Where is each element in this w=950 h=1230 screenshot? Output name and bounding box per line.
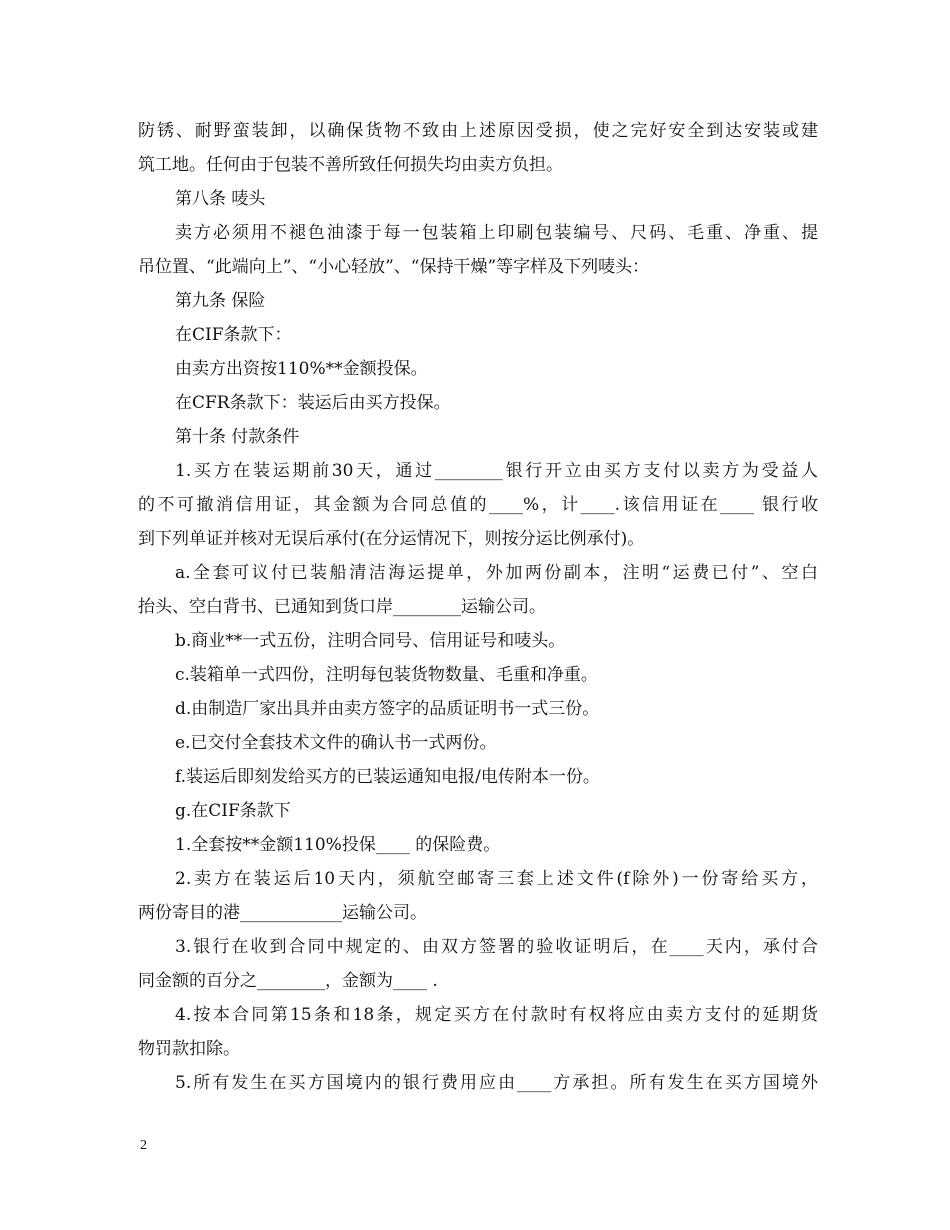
- list-item-line: 物罚款扣除。: [138, 1039, 240, 1059]
- paragraph-line: 筑工地。任何由于包装不善所致任何损失均由卖方负担。: [138, 155, 563, 175]
- section-heading-article-10: 第十条 付款条件: [175, 427, 300, 447]
- list-item-line: f.装运后即刻发给买方的已装运通知电报/电传附本一份。: [175, 767, 600, 787]
- paragraph-line: 在CIF条款下：: [175, 325, 292, 345]
- list-item-line: 抬头、空白背书、已通知到货口岸________运输公司。: [138, 597, 546, 617]
- list-item-line: 2.卖方在装运后10天内，须航空邮寄三套上述文件(f除外)一份寄给买方，: [175, 869, 818, 889]
- list-item-line: e.已交付全套技术文件的确认书一式两份。: [175, 733, 497, 753]
- paragraph-line: 吊位置、“此端向上”、“小心轻放”、“保持干燥”等字样及下列唛头：: [138, 257, 650, 277]
- list-item-line: 3.银行在收到合同中规定的、由双方签署的验收证明后，在____天内，承付合: [175, 937, 818, 957]
- list-item-line: 的不可撤消信用证，其金额为合同总值的____%，计____.该信用证在____ 银行收: [138, 495, 818, 515]
- list-item-line: a.全套可议付已装船清洁海运提单，外加两份副本，注明“运费已付”、空白: [175, 563, 818, 583]
- page-number: 2: [140, 1138, 147, 1153]
- paragraph-line: 防锈、耐野蛮装卸，以确保货物不致由上述原因受损，使之完好安全到达安装或建: [138, 121, 818, 141]
- list-item-line: d.由制造厂家出具并由卖方签字的品质证明书一式三份。: [175, 699, 600, 719]
- section-heading-article-9: 第九条 保险: [175, 291, 266, 311]
- paragraph-line: 在CFR条款下：装运后由买方投保。: [175, 393, 451, 413]
- list-item-line: 1.全套按**金额110%投保____ 的保险费。: [175, 835, 501, 855]
- paragraph-line: 由卖方出资按110%**金额投保。: [175, 359, 428, 379]
- list-item-line: 两份寄目的港____________运输公司。: [138, 903, 427, 923]
- list-item-line: 5.所有发生在买方国境内的银行费用应由____方承担。所有发生在买方国境外: [175, 1073, 818, 1093]
- list-item-line: g.在CIF条款下: [175, 801, 291, 821]
- list-item-line: b.商业**一式五份，注明合同号、信用证号和唛头。: [175, 631, 566, 651]
- list-item-line: 4.按本合同第15条和18条，规定买方在付款时有权将应由卖方支付的延期货: [175, 1005, 818, 1025]
- list-item-line: 1.买方在装运期前30天，通过________银行开立由买方支付以卖方为受益人: [175, 461, 818, 481]
- paragraph-line: 卖方必须用不褪色油漆于每一包装箱上印刷包装编号、尺码、毛重、净重、提: [175, 223, 818, 243]
- list-item-line: 到下列单证并核对无误后承付(在分运情况下，则按分运比例承付)。: [138, 529, 645, 549]
- list-item-line: 同金额的百分之________，金额为____ .: [138, 971, 438, 991]
- document-body: [138, 114, 818, 1100]
- list-item-line: c.装箱单一式四份，注明每包装货物数量、毛重和净重。: [175, 665, 598, 685]
- section-heading-article-8: 第八条 唛头: [175, 189, 266, 209]
